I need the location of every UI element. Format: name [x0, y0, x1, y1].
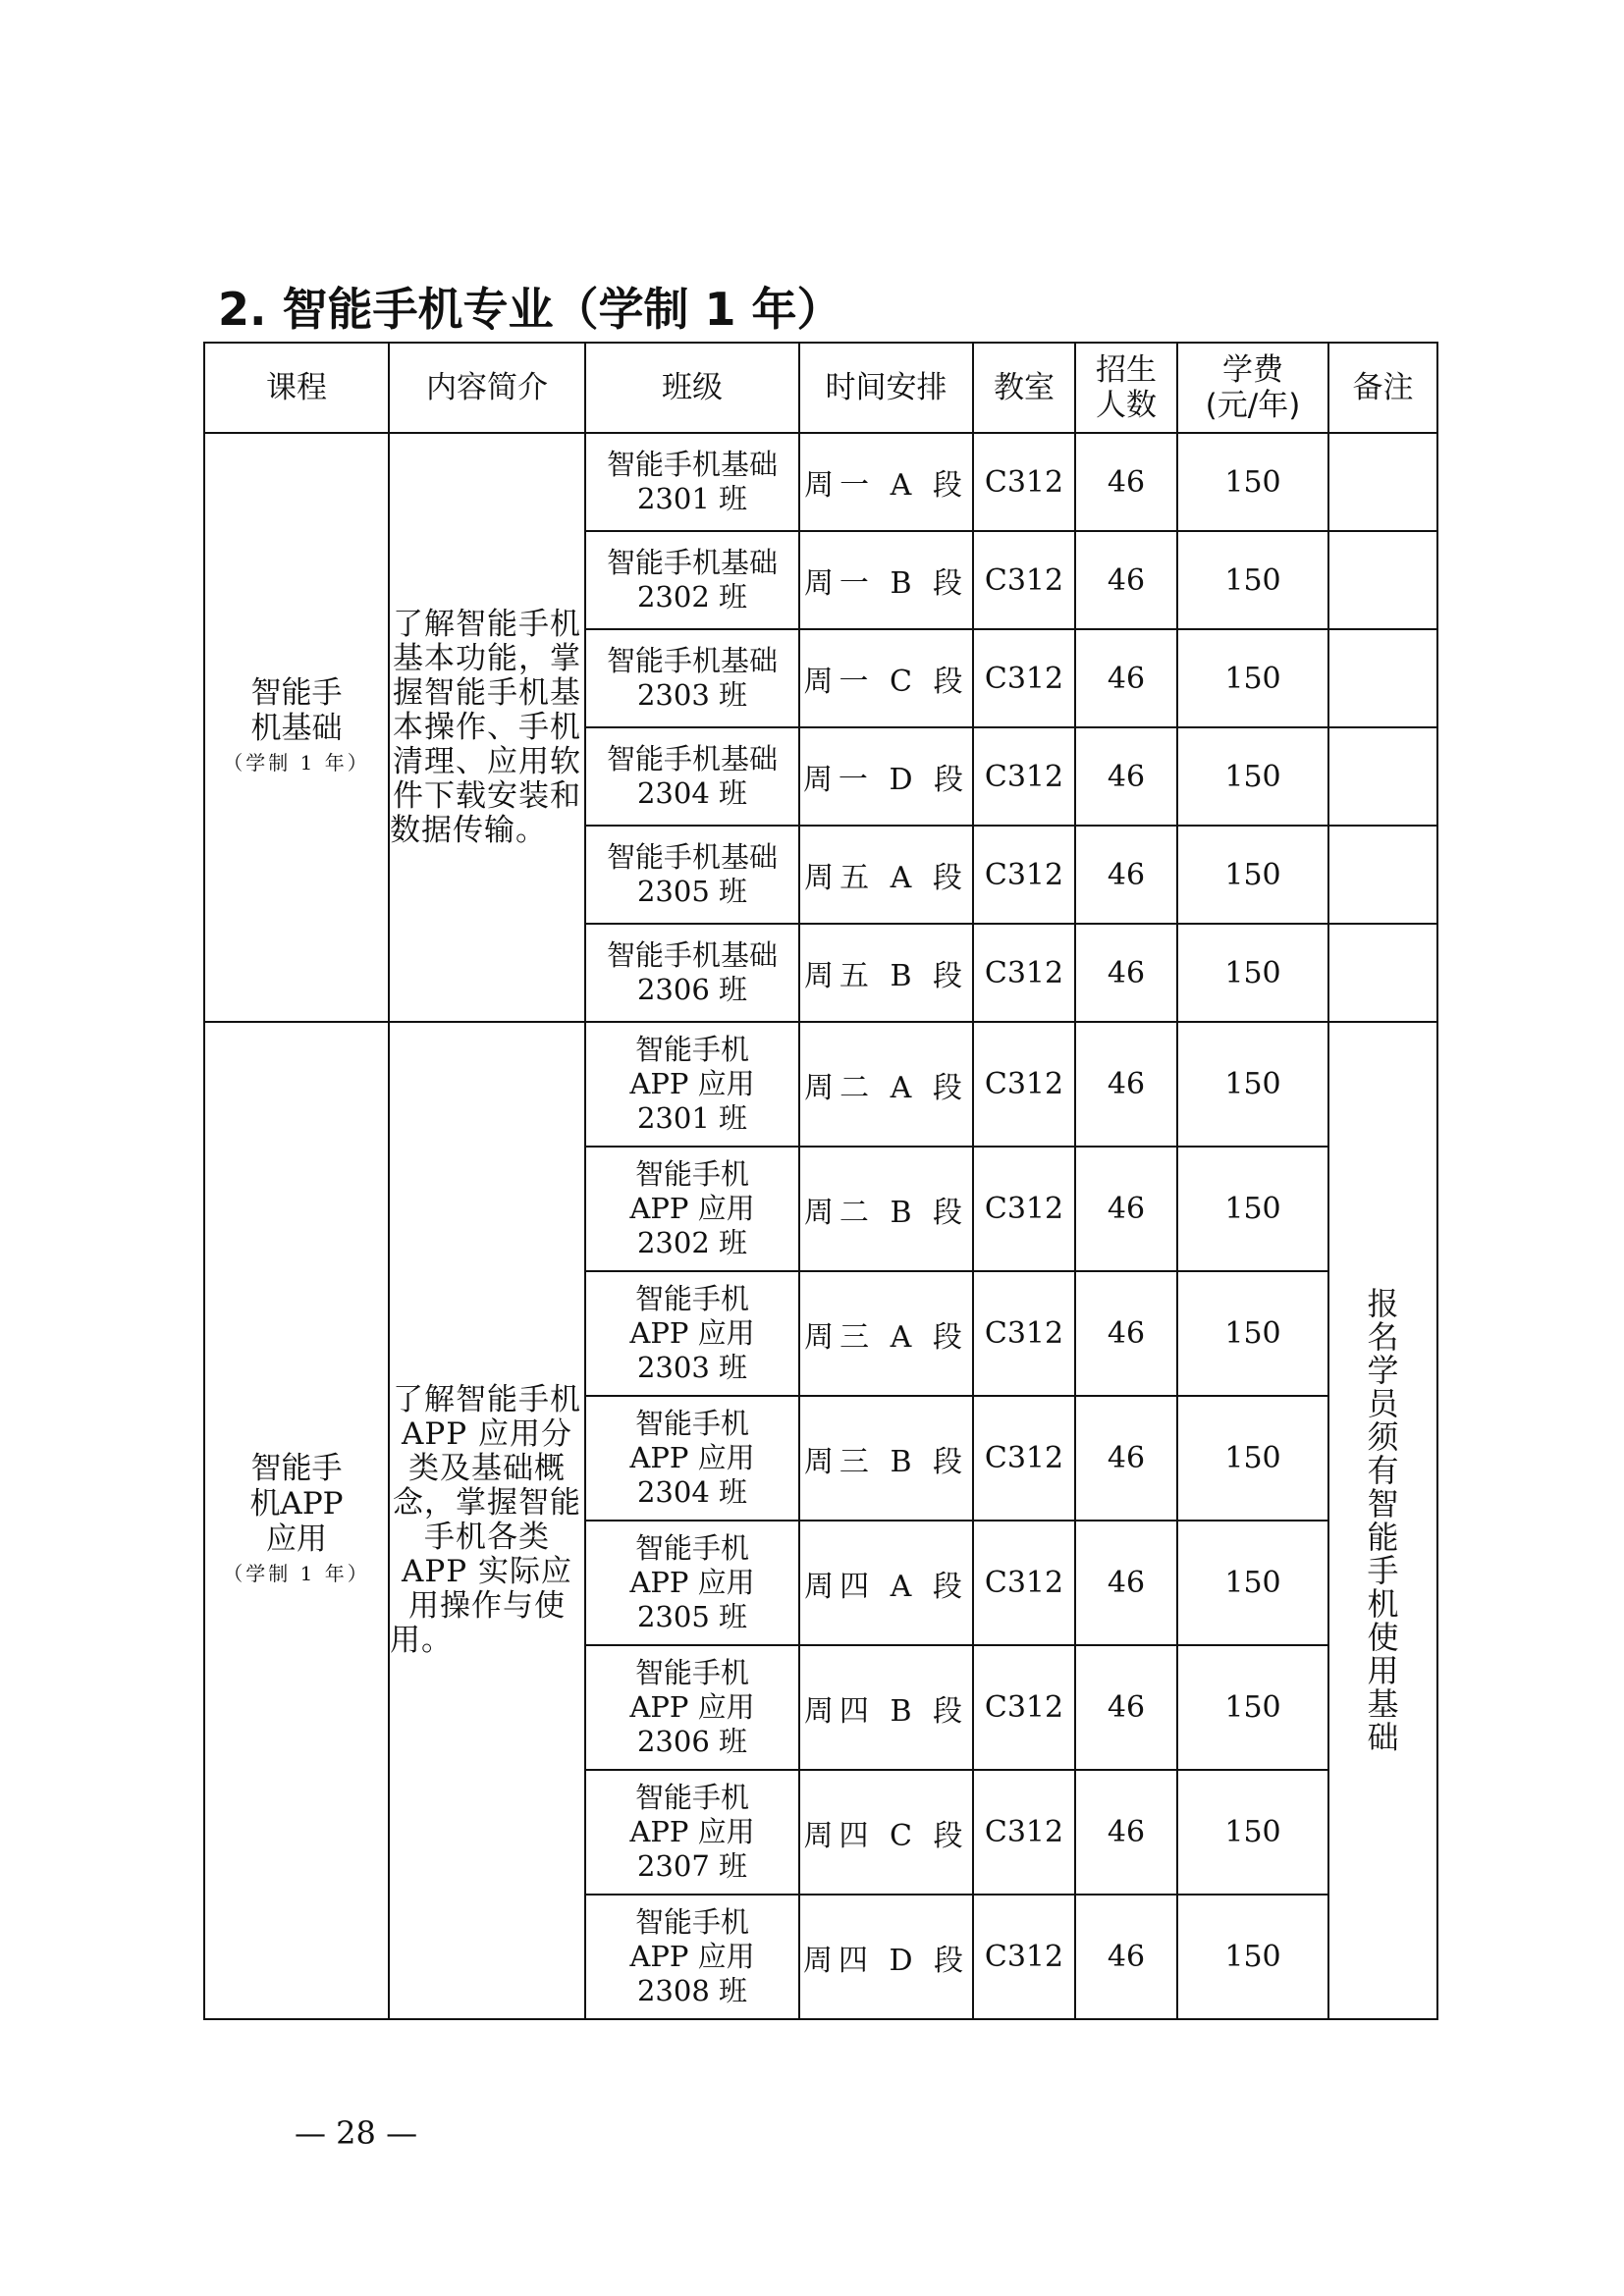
time-cell: 周三 B 段	[799, 1396, 973, 1521]
room-cell: C312	[973, 1396, 1075, 1521]
class-name: 智能手机	[634, 1905, 749, 1939]
intro-cell: 了解智能手机基本功能，掌握智能手机基本操作、手机清理、应用软件下载安装和数据传输。	[389, 433, 585, 1022]
fee-cell: 150	[1177, 1022, 1328, 1147]
room-cell: C312	[973, 1147, 1075, 1271]
intro-cell: 了解智能手机 APP 应用分类及基础概念，掌握智能手机各类 APP 实际应用操作与使用。	[389, 1022, 585, 2019]
count-cell: 46	[1075, 727, 1177, 826]
class-name: 智能手机基础	[606, 938, 778, 972]
course-cell	[204, 433, 389, 1022]
room-cell: C312	[973, 1895, 1075, 2019]
class-cell	[585, 727, 799, 826]
class-cell	[585, 531, 799, 629]
page-number: — 28 —	[295, 2114, 418, 2152]
fee-cell: 150	[1177, 727, 1328, 826]
class-number: 2303 班	[636, 1351, 748, 1384]
room-cell: C312	[973, 1022, 1075, 1147]
time-cell: 周一 C 段	[799, 629, 973, 727]
class-number: 2306 班	[636, 1725, 748, 1758]
count-cell: 46	[1075, 1271, 1177, 1396]
time-cell: 周三 A 段	[799, 1271, 973, 1396]
class-number: 2302 班	[636, 1226, 748, 1259]
remark-cell	[1328, 826, 1437, 924]
time-cell: 周五 B 段	[799, 924, 973, 1022]
count-cell: 46	[1075, 1396, 1177, 1521]
class-name: 智能手机	[634, 1282, 749, 1315]
count-cell: 46	[1075, 1770, 1177, 1895]
class-cell	[585, 1396, 799, 1521]
room-cell: C312	[973, 1271, 1075, 1396]
fee-cell: 150	[1177, 1521, 1328, 1645]
header-enroll	[1075, 343, 1177, 433]
time-cell: 周四 B 段	[799, 1645, 973, 1770]
course-name: 智能手机APP 应用	[249, 1451, 344, 1557]
class-number: 2305 班	[636, 1600, 748, 1633]
class-name: 智能手机	[634, 1531, 749, 1565]
time-cell: 周五 A 段	[799, 826, 973, 924]
header-time: 时间安排	[799, 343, 973, 433]
course-note: （学制 1 年）	[223, 1562, 370, 1585]
time-cell: 周一 D 段	[799, 727, 973, 826]
fee-cell: 150	[1177, 1396, 1328, 1521]
remark-cell	[1328, 531, 1437, 629]
header-enroll-line1: 招生	[1096, 352, 1157, 388]
class-number: 2304 班	[636, 1475, 748, 1509]
count-cell: 46	[1075, 1147, 1177, 1271]
class-name: 智能手机	[634, 1407, 749, 1440]
room-cell: C312	[973, 629, 1075, 727]
class-name: 智能手机	[634, 1157, 749, 1191]
header-enroll-line2: 人数	[1096, 388, 1157, 423]
header-fee-line2: (元/年)	[1205, 388, 1301, 423]
fee-cell: 150	[1177, 531, 1328, 629]
class-cell	[585, 1895, 799, 2019]
class-name: 智能手机基础	[606, 742, 778, 775]
class-cell	[585, 1645, 799, 1770]
count-cell: 46	[1075, 1521, 1177, 1645]
fee-cell: 150	[1177, 1645, 1328, 1770]
fee-cell: 150	[1177, 1147, 1328, 1271]
class-subject: APP 应用	[629, 1815, 755, 1848]
class-name: 智能手机	[634, 1656, 749, 1689]
count-cell: 46	[1075, 1645, 1177, 1770]
class-name: 智能手机基础	[606, 546, 778, 579]
class-cell	[585, 629, 799, 727]
remark-cell	[1328, 433, 1437, 531]
room-cell: C312	[973, 924, 1075, 1022]
class-subject: APP 应用	[629, 1566, 755, 1599]
time-cell: 周二 A 段	[799, 1022, 973, 1147]
count-cell: 46	[1075, 531, 1177, 629]
room-cell: C312	[973, 1770, 1075, 1895]
remark-cell	[1328, 727, 1437, 826]
class-number: 2307 班	[636, 1849, 748, 1883]
class-cell	[585, 433, 799, 531]
count-cell: 46	[1075, 1022, 1177, 1147]
room-cell: C312	[973, 1521, 1075, 1645]
room-cell: C312	[973, 727, 1075, 826]
class-cell	[585, 1271, 799, 1396]
fee-cell: 150	[1177, 629, 1328, 727]
time-cell: 周一 B 段	[799, 531, 973, 629]
fee-cell: 150	[1177, 1271, 1328, 1396]
class-number: 2302 班	[636, 580, 748, 614]
class-subject: APP 应用	[629, 1690, 755, 1724]
time-cell: 周四 D 段	[799, 1895, 973, 2019]
class-cell	[585, 1770, 799, 1895]
count-cell: 46	[1075, 1895, 1177, 2019]
fee-cell: 150	[1177, 433, 1328, 531]
count-cell: 46	[1075, 629, 1177, 727]
count-cell: 46	[1075, 433, 1177, 531]
section-title: 2. 智能手机专业（学制 1 年）	[218, 283, 842, 336]
count-cell: 46	[1075, 826, 1177, 924]
header-intro: 内容简介	[389, 343, 585, 433]
time-cell: 周二 B 段	[799, 1147, 973, 1271]
class-name: 智能手机基础	[606, 840, 778, 874]
class-subject: APP 应用	[629, 1940, 755, 1973]
header-fee	[1177, 343, 1328, 433]
room-cell: C312	[973, 826, 1075, 924]
course-cell	[204, 1022, 389, 2019]
room-cell: C312	[973, 1645, 1075, 1770]
time-cell: 周四 C 段	[799, 1770, 973, 1895]
table-header-row	[204, 343, 1437, 433]
course-note: （学制 1 年）	[223, 751, 370, 774]
class-subject: APP 应用	[629, 1067, 755, 1100]
class-number: 2303 班	[636, 678, 748, 712]
table-row	[204, 1022, 1437, 1147]
count-cell: 46	[1075, 924, 1177, 1022]
class-subject: APP 应用	[629, 1192, 755, 1225]
class-cell	[585, 1022, 799, 1147]
fee-cell: 150	[1177, 1895, 1328, 2019]
room-cell: C312	[973, 433, 1075, 531]
class-subject: APP 应用	[629, 1441, 755, 1474]
class-cell	[585, 1521, 799, 1645]
course-table	[203, 342, 1438, 2020]
header-fee-line1: 学费	[1222, 352, 1283, 388]
class-number: 2305 班	[636, 875, 748, 908]
room-cell: C312	[973, 531, 1075, 629]
class-cell	[585, 924, 799, 1022]
table-row	[204, 433, 1437, 531]
remark-text: 报名学员须有智能手机使用基础	[1367, 1285, 1399, 1756]
class-number: 2304 班	[636, 776, 748, 810]
header-remark: 备注	[1328, 343, 1437, 433]
course-name: 智能手机基础	[250, 675, 343, 746]
remark-cell	[1328, 1022, 1437, 2019]
class-name: 智能手机	[634, 1033, 749, 1066]
header-class: 班级	[585, 343, 799, 433]
class-cell	[585, 826, 799, 924]
class-subject: APP 应用	[629, 1316, 755, 1350]
class-name: 智能手机基础	[606, 448, 778, 481]
class-number: 2308 班	[636, 1974, 748, 2007]
class-number: 2301 班	[636, 1101, 748, 1135]
time-cell: 周一 A 段	[799, 433, 973, 531]
class-cell	[585, 1147, 799, 1271]
remark-cell	[1328, 629, 1437, 727]
remark-cell	[1328, 924, 1437, 1022]
header-room: 教室	[973, 343, 1075, 433]
header-course: 课程	[204, 343, 389, 433]
fee-cell: 150	[1177, 924, 1328, 1022]
fee-cell: 150	[1177, 1770, 1328, 1895]
class-name: 智能手机基础	[606, 644, 778, 677]
class-name: 智能手机	[634, 1781, 749, 1814]
time-cell: 周四 A 段	[799, 1521, 973, 1645]
class-number: 2306 班	[636, 973, 748, 1006]
class-number: 2301 班	[636, 482, 748, 515]
fee-cell: 150	[1177, 826, 1328, 924]
